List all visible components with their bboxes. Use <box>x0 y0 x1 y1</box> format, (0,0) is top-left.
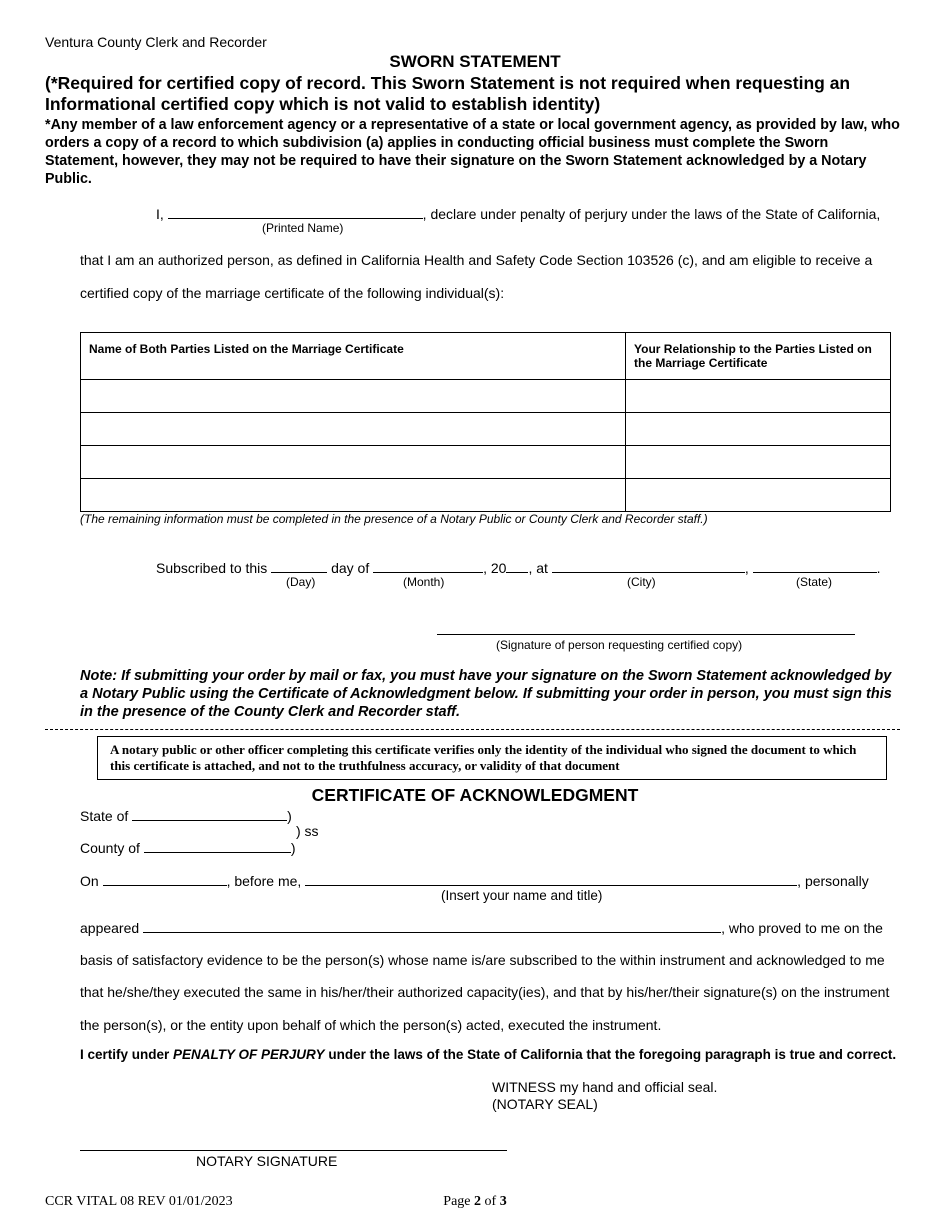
county-paren: ) <box>290 840 296 856</box>
acknowledgment-para-1: basis of satisfactory evidence to be the person(s) whose name is/are subscribed to the within instrument and acknowledged to me <box>80 952 885 968</box>
declaration-line-3: certified copy of the marriage certificate of the following individual(s): <box>80 285 505 301</box>
table-row <box>81 446 891 479</box>
declaration-declare-text: , declare under penalty of perjury under the laws of the State of California, <box>422 206 881 222</box>
ss-label: ) ss <box>296 823 319 839</box>
city-caption: (City) <box>627 575 656 589</box>
state-caption: (State) <box>796 575 833 589</box>
county-of-label: County of <box>80 840 140 856</box>
page-of: of <box>481 1194 500 1209</box>
relationship-cell[interactable] <box>626 413 891 446</box>
column-header-relationship: Your Relationship to the Parties Listed on the Marriage Certificate <box>626 333 891 380</box>
month-field[interactable] <box>373 559 483 573</box>
required-note: (*Required for certified copy of record. This Sworn Statement is not required when requesting an Informational certified copy which is not valid to establish identity) <box>45 73 851 114</box>
table-row <box>81 479 891 512</box>
city-field[interactable] <box>552 559 745 573</box>
appeared-label: appeared <box>80 920 140 936</box>
table-header-row <box>81 333 891 380</box>
party-names-cell[interactable] <box>81 380 626 413</box>
requester-signature-caption: (Signature of person requesting certified copy) <box>496 638 743 652</box>
appeared-line <box>80 919 883 936</box>
proved-label: , who proved to me on the <box>721 920 883 936</box>
state-of-label: State of <box>80 808 129 824</box>
acknowledgment-para-2: that he/she/they executed the same in his/her/their authorized capacity(ies), and that by his/her/their signature(s) on the instrument <box>80 984 890 1000</box>
certify-prefix: I certify under <box>80 1047 174 1062</box>
city-comma: , <box>744 560 749 576</box>
before-me-label: , before me, <box>226 873 302 889</box>
notary-signature-line[interactable] <box>80 1150 507 1151</box>
county-of-field[interactable] <box>144 839 291 853</box>
name-title-caption: (Insert your name and title) <box>441 888 603 903</box>
cut-line-divider <box>45 729 900 730</box>
year-prefix: , 20 <box>483 560 507 576</box>
state-of-line <box>80 807 292 824</box>
day-caption: (Day) <box>286 575 316 589</box>
mail-fax-note: Note: If submitting your order by mail or fax, you must have your signature on the Sworn Statement acknowledged by a Notary Public using the Certificate of Acknowledgment below. If submitting your order in person, you must sign this in the presence of the County Clerk and Recorder staff. <box>80 668 892 720</box>
declaration-line-2: that I am an authorized person, as defined in California Health and Safety Code Section 103526 (c), and am eligible to receive a <box>80 252 873 268</box>
declaration-i-prefix: I, <box>156 206 164 222</box>
notary-disclaimer-box: A notary public or other officer completing this certificate verifies only the identity of the individual who signed the document to which this certificate is attached, and not to the truthfulness accuracy, or validity of that document <box>97 736 887 780</box>
notary-name-title-field[interactable] <box>305 872 797 886</box>
acknowledgment-title: CERTIFICATE OF ACKNOWLEDGMENT <box>311 785 639 805</box>
page-prefix: Page <box>443 1194 475 1209</box>
page-total: 3 <box>499 1194 507 1209</box>
witness-text: WITNESS my hand and official seal. <box>492 1079 718 1095</box>
page-number <box>0 1194 950 1210</box>
state-period: . <box>876 560 881 576</box>
column-header-names: Name of Both Parties Listed on the Marriage Certificate <box>81 333 626 380</box>
day-of-text: day of <box>331 560 370 576</box>
page-current: 2 <box>474 1194 482 1209</box>
notary-signature-label: NOTARY SIGNATURE <box>196 1153 338 1169</box>
printed-name-field[interactable] <box>168 205 423 219</box>
state-field[interactable] <box>753 559 877 573</box>
form-id: CCR VITAL 08 REV 01/01/2023 <box>45 1194 233 1209</box>
party-names-cell[interactable] <box>81 479 626 512</box>
table-row <box>81 413 891 446</box>
notary-seal-text: (NOTARY SEAL) <box>492 1096 598 1112</box>
page-title: SWORN STATEMENT <box>389 52 561 71</box>
table-footnote: (The remaining information must be completed in the presence of a Notary Public or County Clerk and Recorder staff.) <box>80 512 708 526</box>
at-text: , at <box>528 560 548 576</box>
law-enforcement-note: *Any member of a law enforcement agency or a representative of a state or local government agency, as provided by law, who orders a copy of a record to which subdivision (a) applies in conducting official business must complete the Sworn Statement, however, they may not be required to have their signature on the Sworn Statement acknowledged by a Notary Public. <box>45 117 900 187</box>
state-paren: ) <box>287 808 292 824</box>
table-row <box>81 380 891 413</box>
year-field[interactable] <box>506 559 528 573</box>
acknowledgment-para-3: the person(s), or the entity upon behalf of which the person(s) acted, executed the instrument. <box>80 1017 662 1033</box>
party-names-cell[interactable] <box>81 446 626 479</box>
certify-suffix: under the laws of the State of California that the foregoing paragraph is true and correct. <box>324 1047 897 1062</box>
relationship-cell[interactable] <box>626 479 891 512</box>
requester-signature-line[interactable] <box>437 634 855 635</box>
county-of-line <box>80 839 296 856</box>
relationship-cell[interactable] <box>626 380 891 413</box>
month-caption: (Month) <box>403 575 445 589</box>
perjury-certification <box>80 1046 900 1063</box>
day-field[interactable] <box>271 559 327 573</box>
subscription-line <box>156 559 881 576</box>
relationship-cell[interactable] <box>626 446 891 479</box>
on-label: On <box>80 873 99 889</box>
declaration-line-1 <box>156 205 880 222</box>
party-names-cell[interactable] <box>81 413 626 446</box>
subscribed-prefix: Subscribed to this <box>156 560 268 576</box>
state-of-field[interactable] <box>132 807 287 821</box>
printed-name-caption: (Printed Name) <box>262 221 344 235</box>
parties-table <box>80 332 891 512</box>
personally-label: , personally <box>797 873 869 889</box>
certify-emphasis: PENALTY OF PERJURY <box>173 1047 325 1062</box>
acknowledgment-date-field[interactable] <box>103 872 227 886</box>
on-before-me-line <box>80 872 869 889</box>
appeared-name-field[interactable] <box>143 919 721 933</box>
agency-name: Ventura County Clerk and Recorder <box>45 34 267 50</box>
